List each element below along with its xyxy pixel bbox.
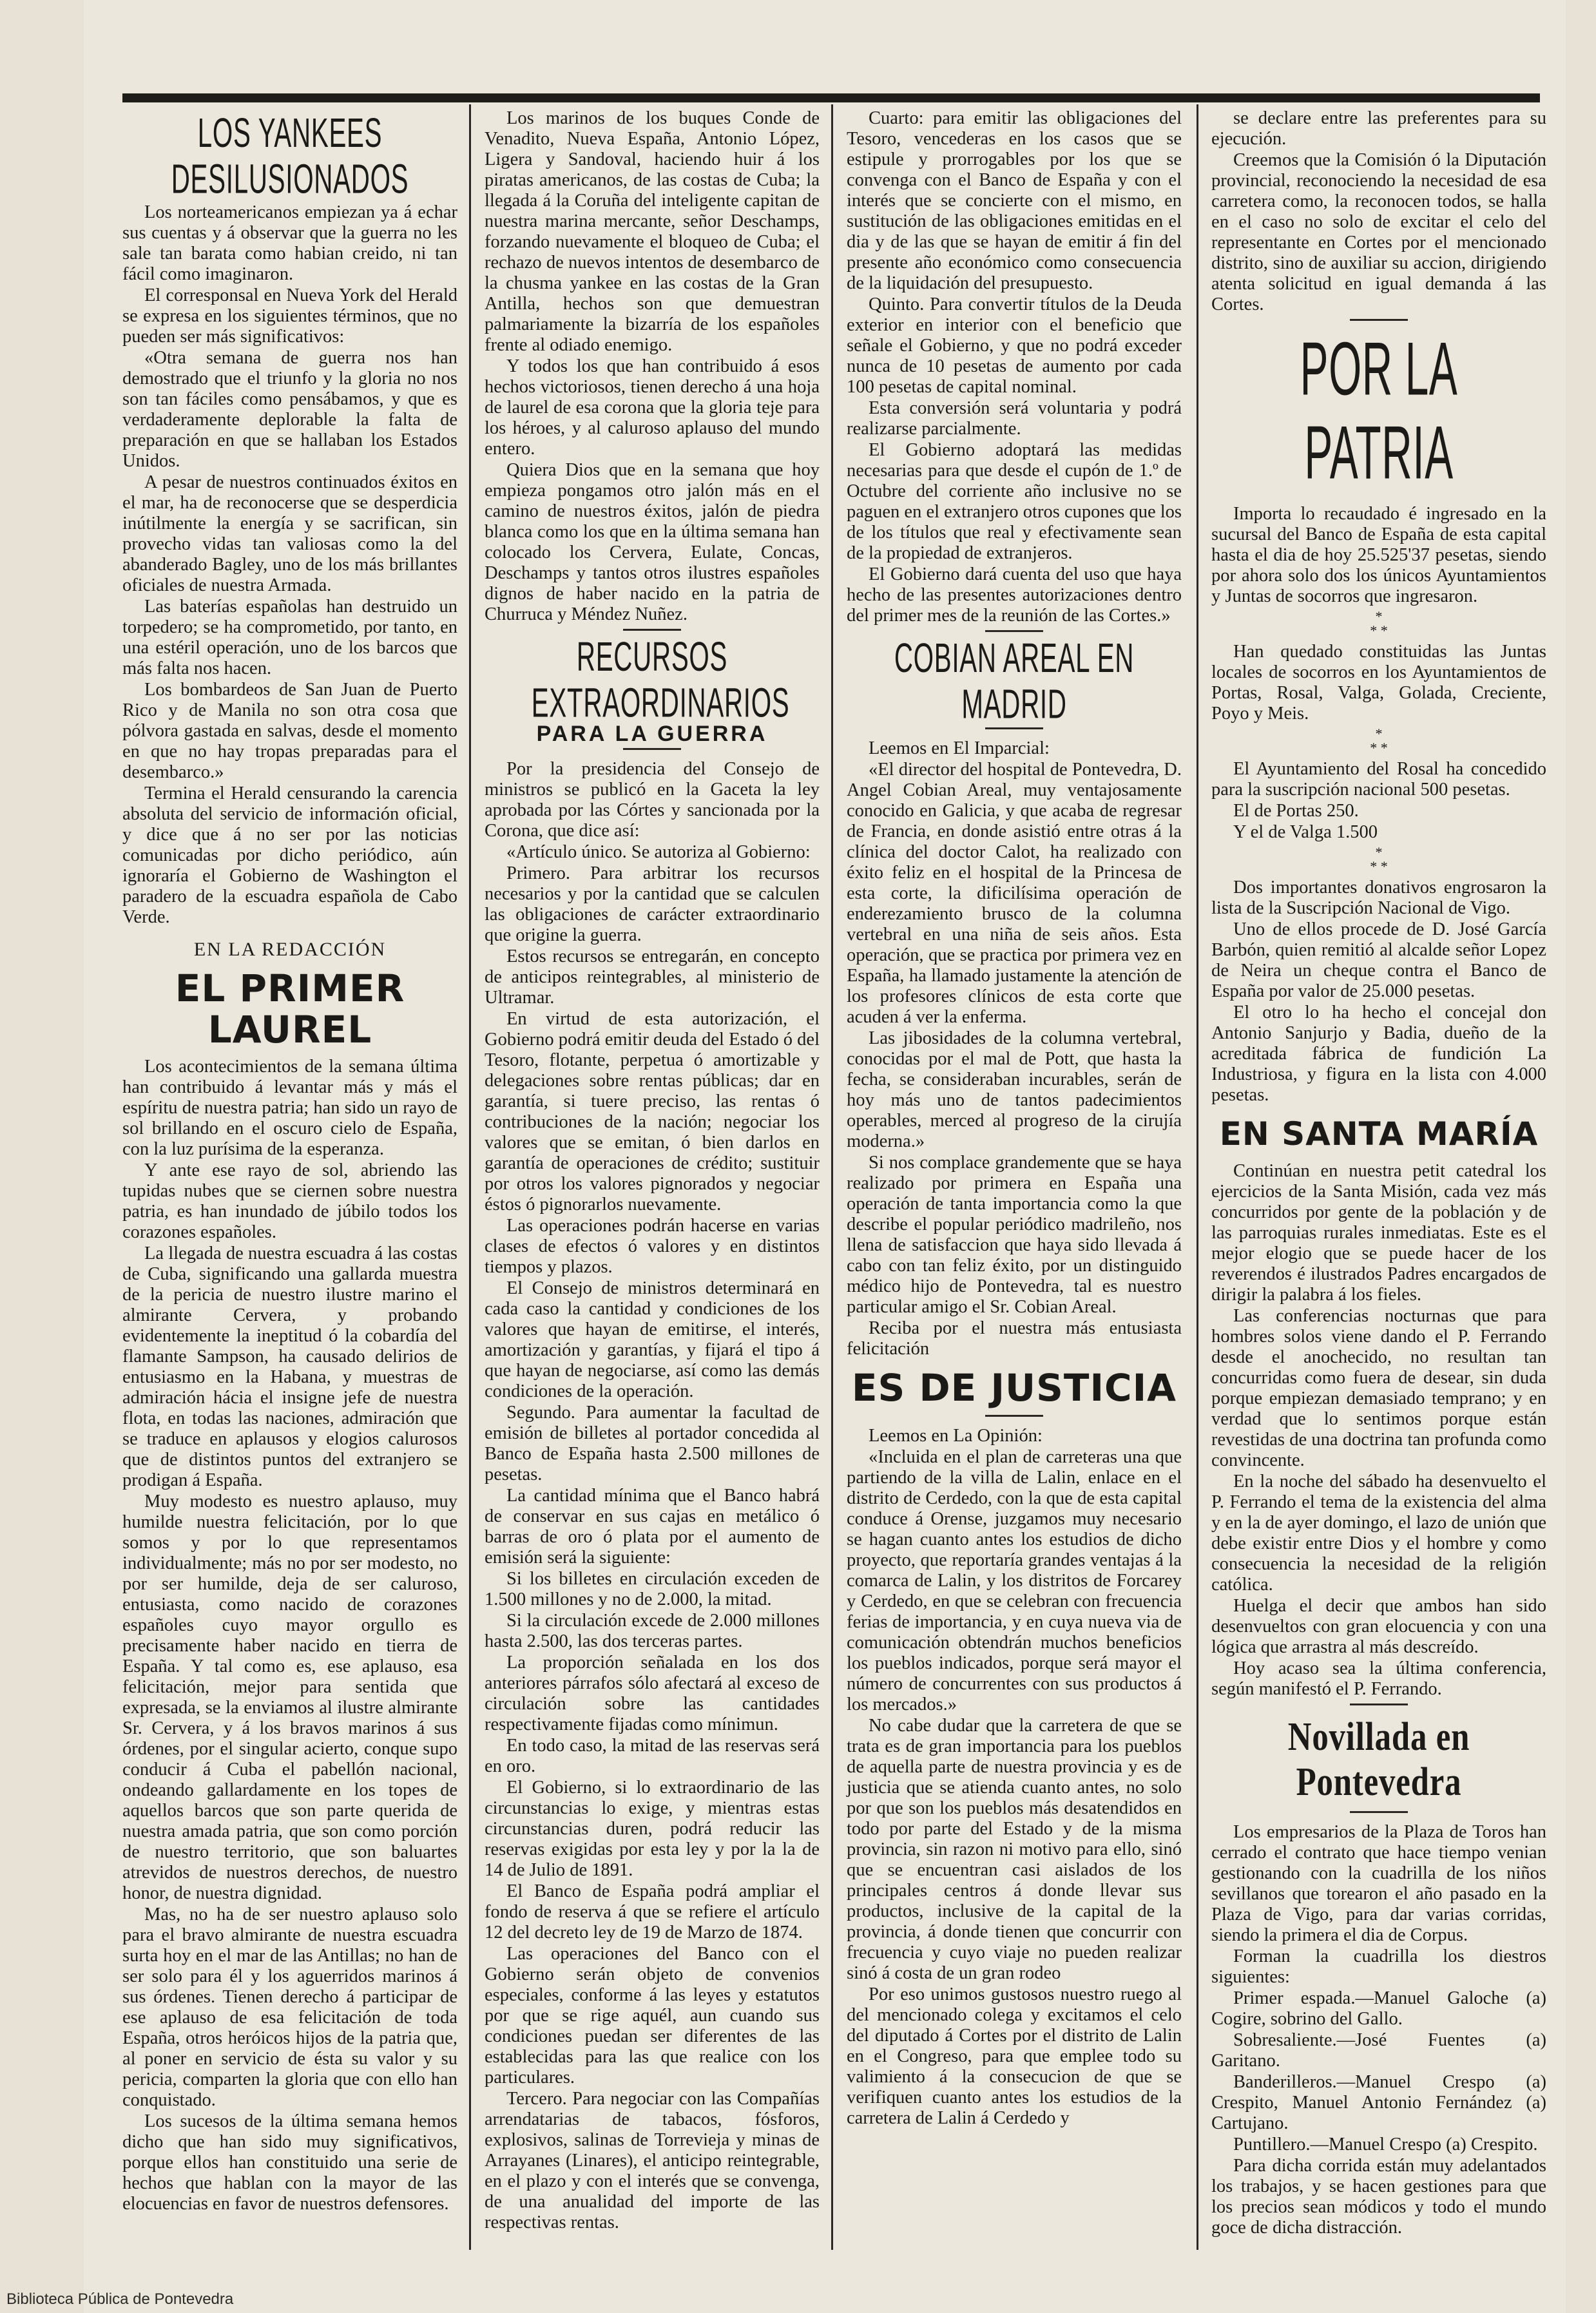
paragraph: Uno de ellos procede de D. José García Barbón, quien remitió al alcalde señor Lopez de Neira un cheque contra el Banco de España por valor de 25.000 pesetas. (1211, 919, 1546, 1001)
paragraph: Los bombardeos de San Juan de Puerto Rico y de Manila no son otra cosa que pólvora gastada en salvas, desde el momento en que no hay tropas preparadas para el desembarco.» (122, 680, 457, 782)
asterism: * * * (1370, 844, 1388, 874)
column-1 (122, 108, 457, 2215)
paragraph: En todo caso, la mitad de las reservas será en oro. (485, 1736, 820, 1776)
column-2 (485, 108, 820, 2234)
paragraph: El Consejo de ministros determinará en cada caso la cantidad y condiciones de los valores que hayan de emitirse, el interés, amortización y garantías, y fijará el tipo á que hayan de negociarse, así como las demás condiciones de la operación. (485, 1278, 820, 1401)
separator (1350, 1811, 1408, 1813)
paragraph: La llegada de nuestra escuadra á las costas de Cuba, significando una gallarda muestra de la pericia de nuestro ilustre marino el almirante Cervera, y probando evidentemente la ineptitud ó la cobardía del flamante Sampson, ha causado delirios de entusiasmo en la Habana, y muestras de admiración hácia el insigne jefe de nuestra flota, en todas las naciones, admiración que se traduce en aplausos y elogios calurosos que de distintos puntos del extranjero se prodigan á España. (122, 1243, 457, 1490)
paragraph: Las conferencias nocturnas que para hombres solos viene dando el P. Ferrando desde el anochecido, no resultan tan concurridas como fuera de desear, sin duda porque empiezan demasiado temprano; y en verdad que lo sentimos porque están revestidas de una doctrina tan profunda como convincente. (1211, 1306, 1546, 1470)
paragraph: Hoy acaso sea la última conferencia, según manifestó el P. Ferrando. (1211, 1658, 1546, 1699)
paragraph: Las baterías españolas han destruido un torpedero; se ha comprometido, por tanto, en una estéril operación, uno de los barcos que más falta nos hacen. (122, 597, 457, 678)
subheadline-guerra: PARA LA GUERRA (536, 722, 768, 746)
paragraph: se declare entre las preferentes para su ejecución. (1211, 108, 1546, 149)
column-3 (847, 108, 1182, 2129)
paragraph: Y el de Valga 1.500 (1233, 822, 1378, 842)
separator (1350, 1704, 1408, 1705)
paragraph: Si la circulación excede de 2.000 millones hasta 2.500, las dos terceras partes. (485, 1611, 820, 1651)
headline-justicia: ES DE JUSTICIA (851, 1366, 1177, 1410)
paragraph: Esta conversión será voluntaria y podrá realizarse parcialmente. (847, 398, 1182, 439)
paragraph: Leemos en El Imparcial: (869, 738, 1050, 758)
asterism: * * * (1370, 725, 1388, 756)
paragraph: «Incluida en el plan de carreteras una que partiendo de la villa de Lalin, enlace en el distrito de Cerdedo, con la que de esta capital conduce á Orense, juzgamos muy necesario se hagan cuanto antes los estudios de dicho proyecto, que reportaría grandes ventajas á la comarca de Lalin, y los distritos de Forcarey y Cerdedo, en que se celebran con frecuencia ferias de importancia, y en cuya nueva via de comunicación obtendrán muchos beneficios los pueblos indicados, porque será mayor el número de concurrentes con sus productos á los mercados.» (847, 1447, 1182, 1714)
paragraph: A pesar de nuestros continuados éxitos en el mar, ha de reconocerse que se desperdicia inútilmente la energía y se sacrifican, sin provecho vidas tan valiosas como la del abanderado Bagley, uno de los más brillantes oficiales de nuestra Armada. (122, 472, 457, 595)
paragraph: Leemos en La Opinión: (869, 1426, 1043, 1446)
paragraph: Huelga el decir que ambos han sido desenvueltos con gran elocuencia y con una lógica que arrastra al más descreído. (1211, 1596, 1546, 1657)
paragraph: Si los billetes en circulación exceden de 1.500 millones y no de 2.000, la mitad. (485, 1569, 820, 1609)
paragraph: No cabe dudar que la carretera de que se trata es de gran importancia para los pueblos de aquella parte de nuestra provincia y es de justicia que se atienda cuanto antes, no solo por que son los pueblos más desatendidos en todo por parte del Estado y de la misma provincia, sin razon ni motivo para ello, sinó que se encuentran casi aislados de los principales centros á donde llevar sus productos, inclusive de la capital de la provincia, á donde tienen que concurrir con frecuencia y cuyo viaje no pueden realizar sinó á costa de un gran rodeo (847, 1716, 1182, 1983)
paragraph: Quiera Dios que en la semana que hoy empieza pongamos otro jalón más en el camino de nuestros éxitos, jalón de piedra blanca como los que en la última semana han colocado los Cervera, Eulate, Concas, Deschamps y tantos otros ilustres españoles dignos de haber nacido en la patria de Churruca y Méndez Nuñez. (485, 460, 820, 624)
paragraph: Banderilleros.—Manuel Crespo (a) Crespito, Manuel Antonio Fernández (a) Cartujano. (1211, 2072, 1546, 2133)
paragraph: Han quedado constituidas las Juntas locales de socorros en los Ayuntamientos de Portas, Rosal, Valga, Golada, Creciente, Poyo y Meis. (1211, 642, 1546, 724)
paragraph: El Gobierno dará cuenta del uso que haya hecho de las presentes autorizaciones dentro del primer mes de la reunión de las Cortes.» (847, 564, 1182, 626)
paragraph: Por la presidencia del Consejo de ministros se publicó en la Gaceta la ley aprobada por las Córtes y sancionada por la Corona, que dice así: (485, 759, 820, 841)
paragraph: Importa lo recaudado é ingresado en la sucursal del Banco de España de esta capital hasta el dia de hoy 25.525'37 pesetas, siendo por ahora solo dos los únicos Ayuntamientos y Juntas de socorros que ingresaron. (1211, 504, 1546, 606)
paragraph: Las jibosidades de la columna vertebral, conocidas por el mal de Pott, que hasta la fecha, se consideraban incurables, serán de hoy más uno de tantos padecimientos operables, merced al progreso de la cirujía moderna.» (847, 1028, 1182, 1151)
headline-primer-laurel: EL PRIMER LAUREL (175, 966, 405, 1051)
masthead-rule (122, 93, 1540, 102)
paragraph: Y todos los que han contribuido á esos hechos victoriosos, tienen derecho á una hoja de laurel de esa corona que la gloria teje para los héroes, y al caluroso aplauso del mundo entero. (485, 356, 820, 459)
separator (985, 630, 1043, 632)
column-divider (831, 104, 833, 2250)
paragraph: Mas, no ha de ser nuestro aplauso solo para el bravo almirante de nuestra escuadra surta hoy en el mar de las Antillas; no han de ser solo para él y los aguerridos marinos á sus órdenes. Tienen derecho á participar de ese aplauso de esa felicitación de toda España, otros heróicos hijos de la patria que, al poner en servicio de ésta su valor y su pericia, comparten la gloria que con ello han conquistado. (122, 1905, 457, 2110)
paragraph: Termina el Herald censurando la carencia absoluta del servicio de información oficial, y dice que á no ser por las noticias comunicadas por dicho periódico, aún ignoraría el Gobierno de Washington el paradero de la escuadra española de Cabo Verde. (122, 783, 457, 927)
paragraph: Dos importantes donativos engrosaron la lista de la Suscripción Nacional de Vigo. (1211, 878, 1546, 918)
column-4 (1211, 108, 1546, 2239)
paragraph: En virtud de esta autorización, el Gobierno podrá emitir deuda del Estado ó del Tesoro, flotante, perpetua ó amortizable y delegaciones sobre rentas públicas; dar en garantía, si tuere preciso, las rentas ó contribuciones de la nación; negociar los valores que se emitan, ó bien darlos en garantía de operaciones de crédito; sustituir por otros los valores pignorados y negociar éstos ó pignorarlos nuevamente. (485, 1009, 820, 1214)
paragraph: Forman la cuadrilla los diestros siguientes: (1211, 1946, 1546, 1987)
column-divider (1197, 104, 1198, 2250)
library-credit: Biblioteca Pública de Pontevedra (6, 2290, 234, 2308)
paragraph: Los marinos de los buques Conde de Venadito, Nueva España, Antonio López, Ligera y Sandoval, haciendo huir á los piratas americanos, de las costas de Cuba; la llegada á la Coruña del inteligente capitan de nuestra marina mercante, señor Deschamps, forzando nuevamente el bloqueo de Cuba; el rechazo de nuevos intentos de desembarco de la chusma yankee en las costas de la Gran Antilla, hechos son que demuestran palmariamente la bizarría de los españoles frente al odiado enemigo. (485, 108, 820, 355)
paragraph: Estos recursos se entregarán, en concepto de anticipos reintegrables, al ministerio de Ultramar. (485, 946, 820, 1008)
paragraph: El Gobierno adoptará las medidas necesarias para que desde el cupón de 1.º de Octubre del corriente año inclusive no se paguen en el extranjero otros cupones que los de los títulos que real y efectivamente sean de la propiedad de extranjeros. (847, 440, 1182, 563)
paragraph: Los norteamericanos empiezan ya á echar sus cuentas y á observar que la guerra no les sale tan barata como habian creido, ni tan fácil como imaginaron. (122, 202, 457, 284)
paragraph: Reciba por el nuestra más entusiasta felicitación (847, 1318, 1182, 1359)
paragraph: El Banco de España podrá ampliar el fondo de reserva á que se refiere el artículo 12 del decreto ley de 19 de Marzo de 1874. (485, 1881, 820, 1943)
paragraph: Las operaciones del Banco con el Gobierno serán objeto de convenios especiales, conforme á las leyes y estatutos por que se rige aquél, aun cuando sus condiciones puedan ser diferentes de las establecidas para las que realice con los particulares. (485, 1944, 820, 2087)
paragraph: Creemos que la Comisión ó la Diputación provincial, reconociendo la necesidad de esa carretera como, la reconocen todos, se halla en el caso no solo de excitar el celo del representante en Cortes por el mencionado distrito, sino de auxiliar su accion, dirigiendo atenta solicitud en igual demanda á las Cortes. (1211, 150, 1546, 314)
paragraph: «Artículo único. Se autoriza al Gobierno: (506, 842, 811, 862)
paragraph: Sobresaliente.—José Fuentes (a) Garitano. (1211, 2030, 1546, 2071)
paragraph: Continúan en nuestra petit catedral los ejercicios de la Santa Misión, cada vez más concurridos por gente de la población y de las parroquias rurales inmediatas. Este es el mejor elogio que se puede hacer de los reverendos é ilustrados Padres encargados de dirigir la palabra á los fieles. (1211, 1161, 1546, 1305)
paragraph: El corresponsal en Nueva York del Herald se expresa en los siguientes términos, que no pueden ser más significativos: (122, 285, 457, 347)
section-kicker: EN LA REDACCIÓN (193, 939, 387, 960)
paragraph: El Ayuntamiento del Rosal ha concedido para la suscripción nacional 500 pesetas. (1211, 759, 1546, 800)
paragraph: «Otra semana de guerra nos han demostrado que el triunfo y la gloria no nos son tan fáciles como pensábamos, y que es verdaderamente deplorable la falta de preparación en que se hallaban los Estados Unidos. (122, 348, 457, 471)
paragraph: Cuarto: para emitir las obligaciones del Tesoro, vencederas en los casos que se estipule y prorrogables por los que se convenga con el Banco de España y con el interés que se concierte con el mismo, en sustitución de las obligaciones emitidas en el dia y de las que se hayan de emitir á fin del presente año económico como consecuencia de la liquidación del presupuesto. (847, 108, 1182, 293)
paragraph: Quinto. Para convertir títulos de la Deuda exterior en interior con el beneficio que señale el Gobierno, y que no podrá exceder nunca de 10 pesetas de aumento por cada 100 pesetas de capital nominal. (847, 294, 1182, 397)
paragraph: Si nos complace grandemente que se haya realizado por primera en España una operación de tanta importancia como la que describe el popular periódico madrileño, nos llena de satisfaccion que haya sido llevada á cabo con tan feliz éxito, por un distinguido médico hijo de Pontevedra, tal es nuestro particular amigo el Sr. Cobian Areal. (847, 1153, 1182, 1317)
separator (623, 629, 681, 631)
paragraph: Primer espada.—Manuel Galoche (a) Cogire, sobrino del Gallo. (1211, 1988, 1546, 2029)
paragraph: Por eso unimos gustosos nuestro ruego al del mencionado colega y excitamos el celo del diputado á Cortes por el distrito de Lalin en el Congreso, para que emplee todo su valimiento á la consecucion de que se verifiquen cuanto antes los estudios de la carretera de Lalin á Cerdedo y (847, 1984, 1182, 2128)
paragraph: Muy modesto es nuestro aplauso, muy humilde nuestra felicitación, por lo que somos y por lo que representamos individualmente; más no por ser modesto, no por ser humilde, deja de ser caluroso, entusiasta, como nacido de corazones españoles cuyo mayor orgullo es precisamente haber nacido en tierra de España. Y tal como es, ese aplauso, esa felicitación, mejor para sentida que expresada, se la enviamos al ilustre almirante Sr. Cervera, y á los bravos marinos á sus órdenes, por el singular acierto, conque supo conducir á Cuba el pabellón nacional, ondeando gallardamente en los topes de aquellos barcos que son parte querida de nuestra amada patria, que son como porción de nuestro territorio, que son baluartes atrevidos de nuestros derechos, de nuestro honor, de nuestra dignidad. (122, 1492, 457, 1903)
paragraph: «El director del hospital de Pontevedra, D. Angel Cobian Areal, muy ventajosamente conocido en Galicia, y que acaba de regresar de Francia, en donde asistió entre otras á la clínica del doctor Calot, ha realizado con éxito feliz en el hospital de la Princesa de esta corte, la dificilísima operación de enderezamiento brusco de la columna vertebral en una niña de seis años. Esta operación, que se practica por primera vez en España, ha llamado justamente la atención de los profesores clínicos de esta corte que acuden á ver la enferma. (847, 760, 1182, 1027)
headline-santa-maria: EN SANTA MARÍA (1219, 1115, 1539, 1153)
headline-por-la-patria: POR LA PATRIA (1300, 327, 1458, 495)
headline-yankees: LOS YANKEES DESILUSIONADOS (171, 109, 409, 202)
paragraph: El otro lo ha hecho el concejal don Antonio Sanjurjo y Badia, dueño de la acreditada fábrica de fundición La Industriosa, y figura en la lista con 4.000 pesetas. (1211, 1003, 1546, 1105)
paragraph: Tercero. Para negociar con las Compañías arrendatarias de tabacos, fósforos, explosivos, salinas de Torrevieja y minas de Arrayanes (Linares), el anticipo reintegrable, en el plazo y con el interés que se convenga, de una anualidad del importe de las respectivas rentas. (485, 2089, 820, 2232)
paragraph: El de Portas 250. (1233, 801, 1359, 821)
headline-cobian: COBIAN AREAL EN MADRID (894, 634, 1135, 727)
paragraph: Los sucesos de la última semana hemos dicho que han sido muy significativos, porque ellos han constituido una serie de hechos que hablan con la mayor de las elocuencias en favor de nuestros defensores. (122, 2111, 457, 2214)
separator (1350, 319, 1408, 321)
paragraph: El Gobierno, si lo extraordinario de las circunstancias lo exige, y mientras estas circunstancias duren, podrá reducir las reservas exigidas por esta ley y por la la de 14 de Julio de 1891. (485, 1778, 820, 1880)
separator (623, 748, 681, 750)
paragraph: Para dicha corrida están muy adelantados los trabajos, y se hacen gestiones para que los precios sean módicos y todo el mundo goce de dicha distracción. (1211, 2156, 1546, 2238)
paragraph: Y ante ese rayo de sol, abriendo las tupidas nubes que se ciernen sobre nuestra patria, es han inundado de júbilo todos los corazones españoles. (122, 1160, 457, 1242)
asterism: * * * (1370, 608, 1388, 638)
paragraph: Los empresarios de la Plaza de Toros han cerrado el contrato que hace tiempo venian gestionando con la cuadrilla de los niños sevillanos que torearon el año pasado en la Plaza de Vigo, para dar varias corridas, siendo la primera el dia de Corpus. (1211, 1822, 1546, 1945)
separator (985, 727, 1043, 729)
paragraph: Los acontecimientos de la semana última han contribuido á levantar más y más el espíritu de nuestra patria; han sido un rayo de sol brillando en el oscuro cielo de España, con la luz purísima de la esperanza. (122, 1057, 457, 1159)
headline-novillada: Novillada en Pontevedra (1287, 1715, 1470, 1804)
separator (985, 1415, 1043, 1417)
paragraph: La proporción señalada en los dos anteriores párrafos sólo afectará al exceso de circulación sobre las cantidades respectivamente fijadas como mínimun. (485, 1653, 820, 1734)
paragraph: Las operaciones podrán hacerse en varias clases de efectos ó valores y en distintos tiempos y plazos. (485, 1216, 820, 1277)
column-divider (469, 104, 471, 2250)
paragraph: La cantidad mínima que el Banco habrá de conservar en sus cajas en metálico ó barras de oro ó plata por el aumento de emisión será la siguiente: (485, 1486, 820, 1568)
paragraph: Puntillero.—Manuel Crespo (a) Crespito. (1233, 2135, 1538, 2155)
paragraph: Segundo. Para aumentar la facultad de emisión de billetes al portador concedida al Banco de España hasta 2.500 millones de pesetas. (485, 1403, 820, 1484)
paragraph: En la noche del sábado ha desenvuelto el P. Ferrando el tema de la existencia del alma y en la de ayer domingo, el lazo de unión que debe existir entre Dios y el hombre y como consecuencia la necesidad de la religión católica. (1211, 1472, 1546, 1595)
headline-recursos: RECURSOS EXTRAORDINARIOS (531, 633, 790, 726)
paragraph: Primero. Para arbitrar los recursos necesarios y por la cantidad que se calculen las obligaciones de carácter extraordinario que origine la guerra. (485, 863, 820, 945)
